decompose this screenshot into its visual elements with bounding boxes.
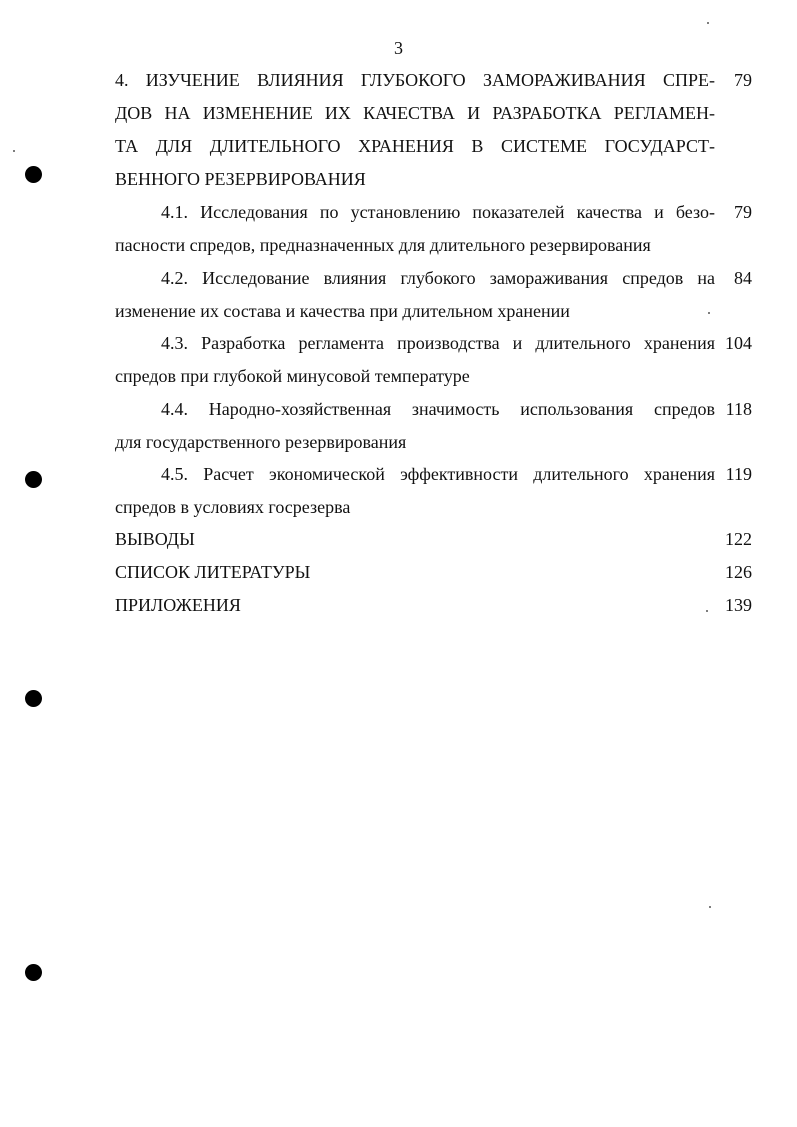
- toc-entry-4-3: [115, 327, 715, 393]
- toc-line: изменение их состава и качества при длительном хранении: [115, 301, 570, 321]
- toc-page-number: 118: [725, 399, 752, 419]
- toc-line: для государственного резервирования: [115, 432, 407, 452]
- toc-line: ПРИЛОЖЕНИЯ: [115, 595, 241, 615]
- toc-line: ВЕННОГО РЕЗЕРВИРОВАНИЯ: [115, 169, 366, 189]
- scan-speck: [707, 22, 709, 24]
- toc-line: пасности спредов, предназначенных для длительного резервирования: [115, 235, 651, 255]
- toc-line: ТА ДЛЯ ДЛИТЕЛЬНОГО ХРАНЕНИЯ В СИСТЕМЕ ГОСУДАРСТ-: [115, 136, 715, 156]
- toc-line: 4.3. Разработка регламента производства и длительного хранения: [161, 333, 715, 353]
- scan-speck: [706, 610, 708, 612]
- toc-page-number: 79: [734, 202, 752, 222]
- toc-page-number: 139: [725, 595, 752, 615]
- toc-line: ДОВ НА ИЗМЕНЕНИЕ ИХ КАЧЕСТВА И РАЗРАБОТКА РЕГЛАМЕН-: [115, 103, 715, 123]
- toc-entry-4-2: [115, 262, 715, 328]
- toc-entry-references: [115, 556, 715, 589]
- toc-line: 4.4. Народно-хозяйственная значимость использования спредов: [161, 399, 715, 419]
- toc-line: 4. ИЗУЧЕНИЕ ВЛИЯНИЯ ГЛУБОКОГО ЗАМОРАЖИВАНИЯ СПРЕ-: [115, 70, 715, 90]
- punch-hole: [25, 964, 42, 981]
- punch-hole: [25, 690, 42, 707]
- page-number: 3: [394, 38, 403, 58]
- toc-line: 4.1. Исследования по установлению показателей качества и безо-: [161, 202, 715, 222]
- toc-line: СПИСОК ЛИТЕРАТУРЫ: [115, 562, 311, 582]
- toc-page-number: 79: [734, 70, 752, 90]
- toc-entry-conclusions: [115, 523, 715, 556]
- toc-page-number: 122: [725, 529, 752, 549]
- scan-speck: [708, 312, 710, 314]
- toc-line: 4.2. Исследование влияния глубокого замораживания спредов на: [161, 268, 715, 288]
- scan-speck: [13, 150, 15, 152]
- toc-page-number: 126: [725, 562, 752, 582]
- toc-entry-appendices: [115, 589, 715, 622]
- punch-hole: [25, 471, 42, 488]
- punch-hole: [25, 166, 42, 183]
- toc-page-number: 84: [734, 268, 752, 288]
- toc-line: спредов при глубокой минусовой температуре: [115, 366, 470, 386]
- scan-speck: [709, 906, 711, 908]
- toc-page-number: 104: [725, 333, 752, 353]
- toc-page-number: 119: [725, 464, 752, 484]
- toc-line: спредов в условиях госрезерва: [115, 497, 351, 517]
- toc-entry-4-1: [115, 196, 715, 262]
- toc-line: 4.5. Расчет экономической эффективности длительного хранения: [161, 464, 715, 484]
- toc-entry-4-5: [115, 458, 715, 524]
- toc-entry-4-4: [115, 393, 715, 459]
- toc-entry-chapter-4: [115, 64, 715, 196]
- toc-line: ВЫВОДЫ: [115, 529, 195, 549]
